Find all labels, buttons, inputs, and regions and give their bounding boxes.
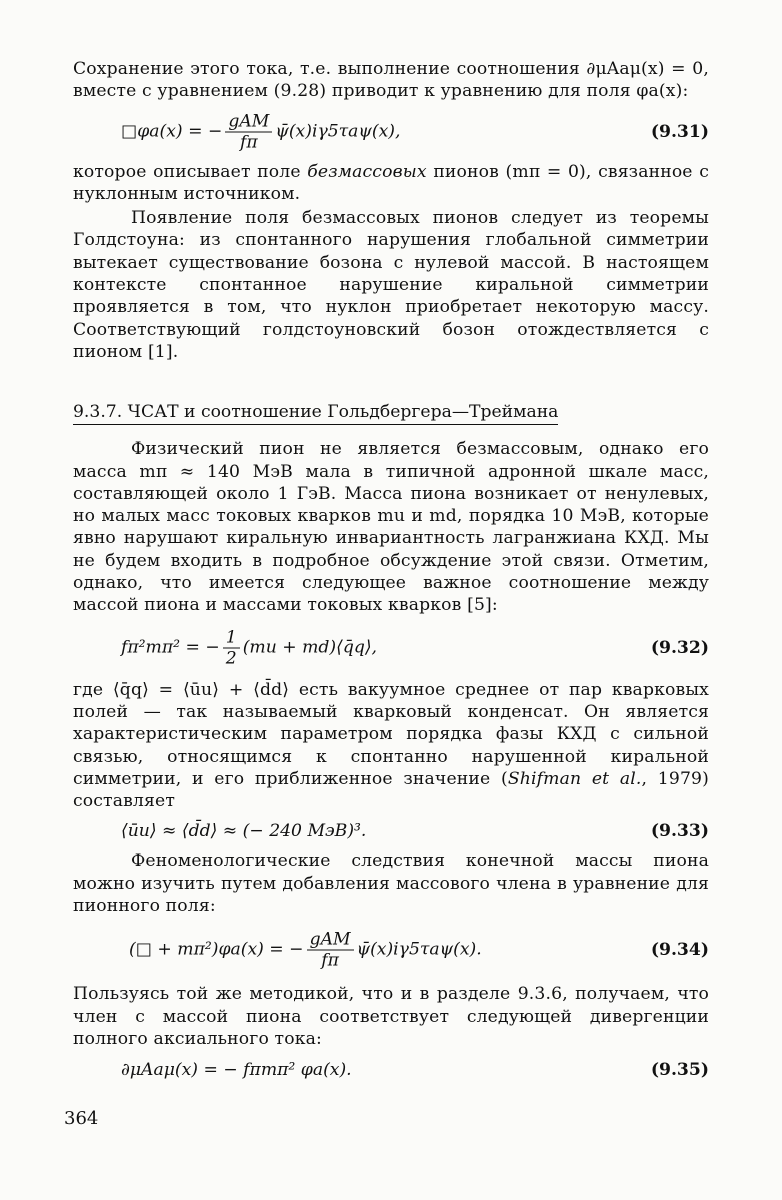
section-title: 9.3.7. ЧСАТ и соотношение Гольдбергера—Треймана (73, 401, 558, 425)
equation-9-31 (73, 103, 709, 161)
equation-expression: □φa(x) = − $\frac{\text{gAM}}{f\pi}$ ψ̄(x)iγ5τaψ(x), (121, 111, 401, 153)
equation-number: (9.33) (650, 821, 709, 842)
emphasis: Shifman et al. (507, 768, 642, 789)
equation-number: (9.34) (650, 940, 709, 961)
fraction: $\frac{\text{gAM}}{f\pi}$ (307, 930, 354, 971)
fraction: $\frac{1}{2}$ (223, 627, 240, 668)
equation-9-35 (73, 1050, 709, 1090)
section-heading (73, 401, 709, 425)
equation-9-34 (73, 917, 709, 983)
paragraph-2: которое описывает поле безмассовых пионов (mπ = 0), связанное с нуклонным источником. (73, 161, 709, 204)
page-body (73, 58, 709, 1090)
equation-expression: (□ + mπ²)φa(x) = − $\frac{\text{gAM}}{f\pi}$ ψ̄(x)iγ5τaψ(x). (129, 929, 482, 971)
equation-number: (9.35) (650, 1060, 709, 1081)
paragraph-5: где ⟨q̄q⟩ = ⟨ūu⟩ + ⟨d̄d⟩ есть вакуумное среднее от пар кварковых полей — так называемый кварковый конденсат. Он является характеристическим параметром порядка фазы КХД с сильной связью, относящимся к спонтанно нарушенной киральной симметрии, и его приближенное значение (Shifman et al., 1979) составляет (73, 679, 709, 812)
page-number: 364 (64, 1108, 99, 1129)
equation-expression: ∂μAaμ(x) = − fπmπ² φa(x). (121, 1060, 352, 1081)
equation-9-33 (73, 812, 709, 850)
equation-9-32 (73, 617, 709, 679)
equation-number: (9.32) (650, 637, 709, 658)
emphasis: безмассовых (307, 161, 427, 182)
paragraph-3: Появление поля безмассовых пионов следует из теоремы Голдстоуна: из спонтанного нарушения глобальной симметрии вытекает существование бозона с нулевой массой. В настоящем контексте спонтанное нарушение киральной симметрии проявляется в том, что нуклон приобретает некоторую массу. Соответствующий голдстоуновский бозон отождествляется с пионом [1]. (73, 208, 709, 362)
paragraph-1: Сохранение этого тока, т.е. выполнение соотношения ∂μAaμ(x) = 0, вместе с уравнением (9.28) приводит к уравнению для поля φa(x): (73, 59, 709, 102)
paragraph-4: Физический пион не является безмассовым, однако его масса mπ ≈ 140 МэВ мала в типичной адронной шкале масс, составляющей около 1 ГэВ. Масса пиона возникает от ненулевых, но малых масс токовых кварков mu и md, порядка 10 МэВ, которые явно нарушают киральную инвариантность лагранжиана КХД. Мы не будем входить в подробное обсуждение этой связи. Отметим, однако, что имеется следующее важное соотношение между массой пиона и массами токовых кварков [5]: (73, 439, 709, 616)
equation-number: (9.31) (650, 121, 709, 142)
paragraph-7: Пользуясь той же методикой, что и в разделе 9.3.6, получаем, что член с массой пиона соответствует следующей дивергенции полного аксиального тока: (73, 984, 709, 1049)
equation-expression: ⟨ūu⟩ ≈ ⟨d̄d⟩ ≈ (− 240 МэВ)³. (121, 821, 367, 842)
paragraph-6: Феноменологические следствия конечной массы пиона можно изучить путем добавления массового члена в уравнение для пионного поля: (73, 851, 709, 917)
fraction: $\frac{\text{gAM}}{f\pi}$ (225, 111, 272, 152)
equation-expression: fπ²mπ² = − $\frac{1}{2}$ (mu + md)⟨q̄q⟩, (121, 627, 377, 669)
